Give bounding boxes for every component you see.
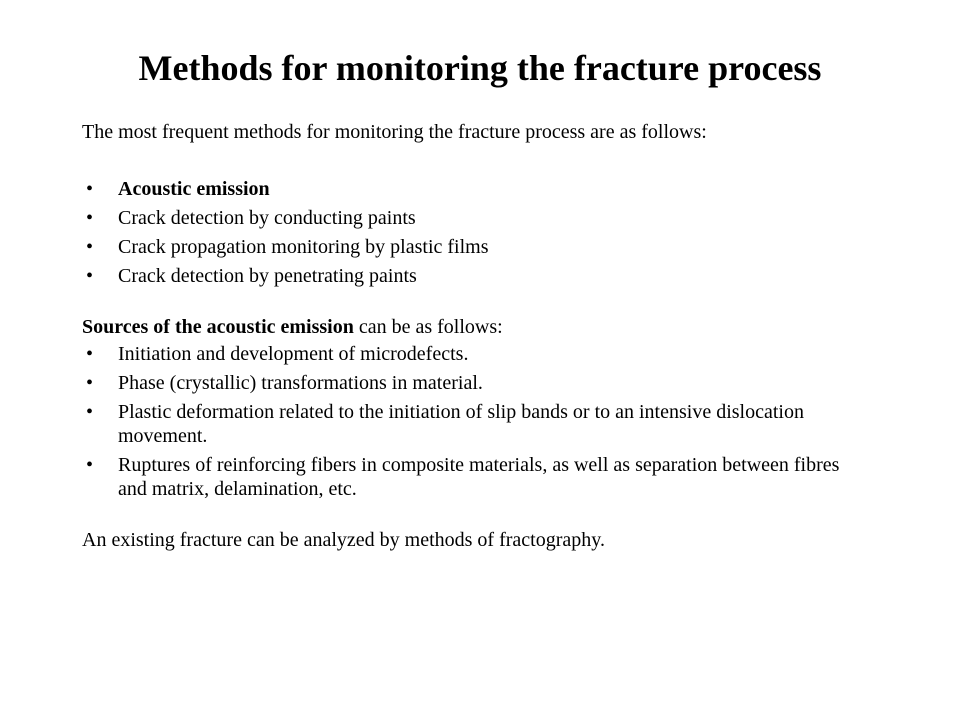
bullet-icon: • <box>86 454 94 476</box>
bullet-icon: • <box>86 178 94 200</box>
list-item-text: Crack detection by conducting paints <box>118 207 416 229</box>
bullet-icon: • <box>86 401 94 423</box>
list-item-text: Phase (crystallic) transformations in material. <box>118 372 483 394</box>
bullet-icon: • <box>86 236 94 258</box>
list-item <box>82 235 862 259</box>
list-item-text: Crack detection by penetrating paints <box>118 265 417 287</box>
sources-heading <box>82 313 862 342</box>
list-item <box>82 400 862 448</box>
list-item <box>82 453 862 501</box>
list-item <box>82 206 862 230</box>
bullet-icon: • <box>86 343 94 365</box>
slide-body <box>82 118 862 555</box>
bullet-icon: • <box>86 265 94 287</box>
list-item <box>82 342 862 366</box>
list-item <box>82 264 862 288</box>
bullet-icon: • <box>86 207 94 229</box>
list-item-text: Plastic deformation related to the initiation of slip bands or to an intensive dislocation movement. <box>118 401 804 447</box>
slide-title: Methods for monitoring the fracture process <box>138 48 822 88</box>
list-item-text: Crack propagation monitoring by plastic films <box>118 236 489 258</box>
bullet-icon: • <box>86 372 94 394</box>
sources-heading-rest: can be as follows: <box>353 316 503 338</box>
sources-list <box>82 342 862 501</box>
list-item-text: Ruptures of reinforcing fibers in composite materials, as well as separation between fibres and matrix, delamination, etc. <box>118 454 840 500</box>
list-item <box>82 371 862 395</box>
sources-heading-bold: Sources of the acoustic emission <box>82 316 354 338</box>
methods-list <box>82 177 862 288</box>
list-item-text: Acoustic emission <box>118 178 270 200</box>
conclusion-paragraph: An existing fracture can be analyzed by methods of fractography. <box>82 529 605 551</box>
list-item-text: Initiation and development of microdefects. <box>118 343 469 365</box>
intro-paragraph: The most frequent methods for monitoring the fracture process are as follows: <box>82 121 707 143</box>
list-item <box>82 177 862 201</box>
